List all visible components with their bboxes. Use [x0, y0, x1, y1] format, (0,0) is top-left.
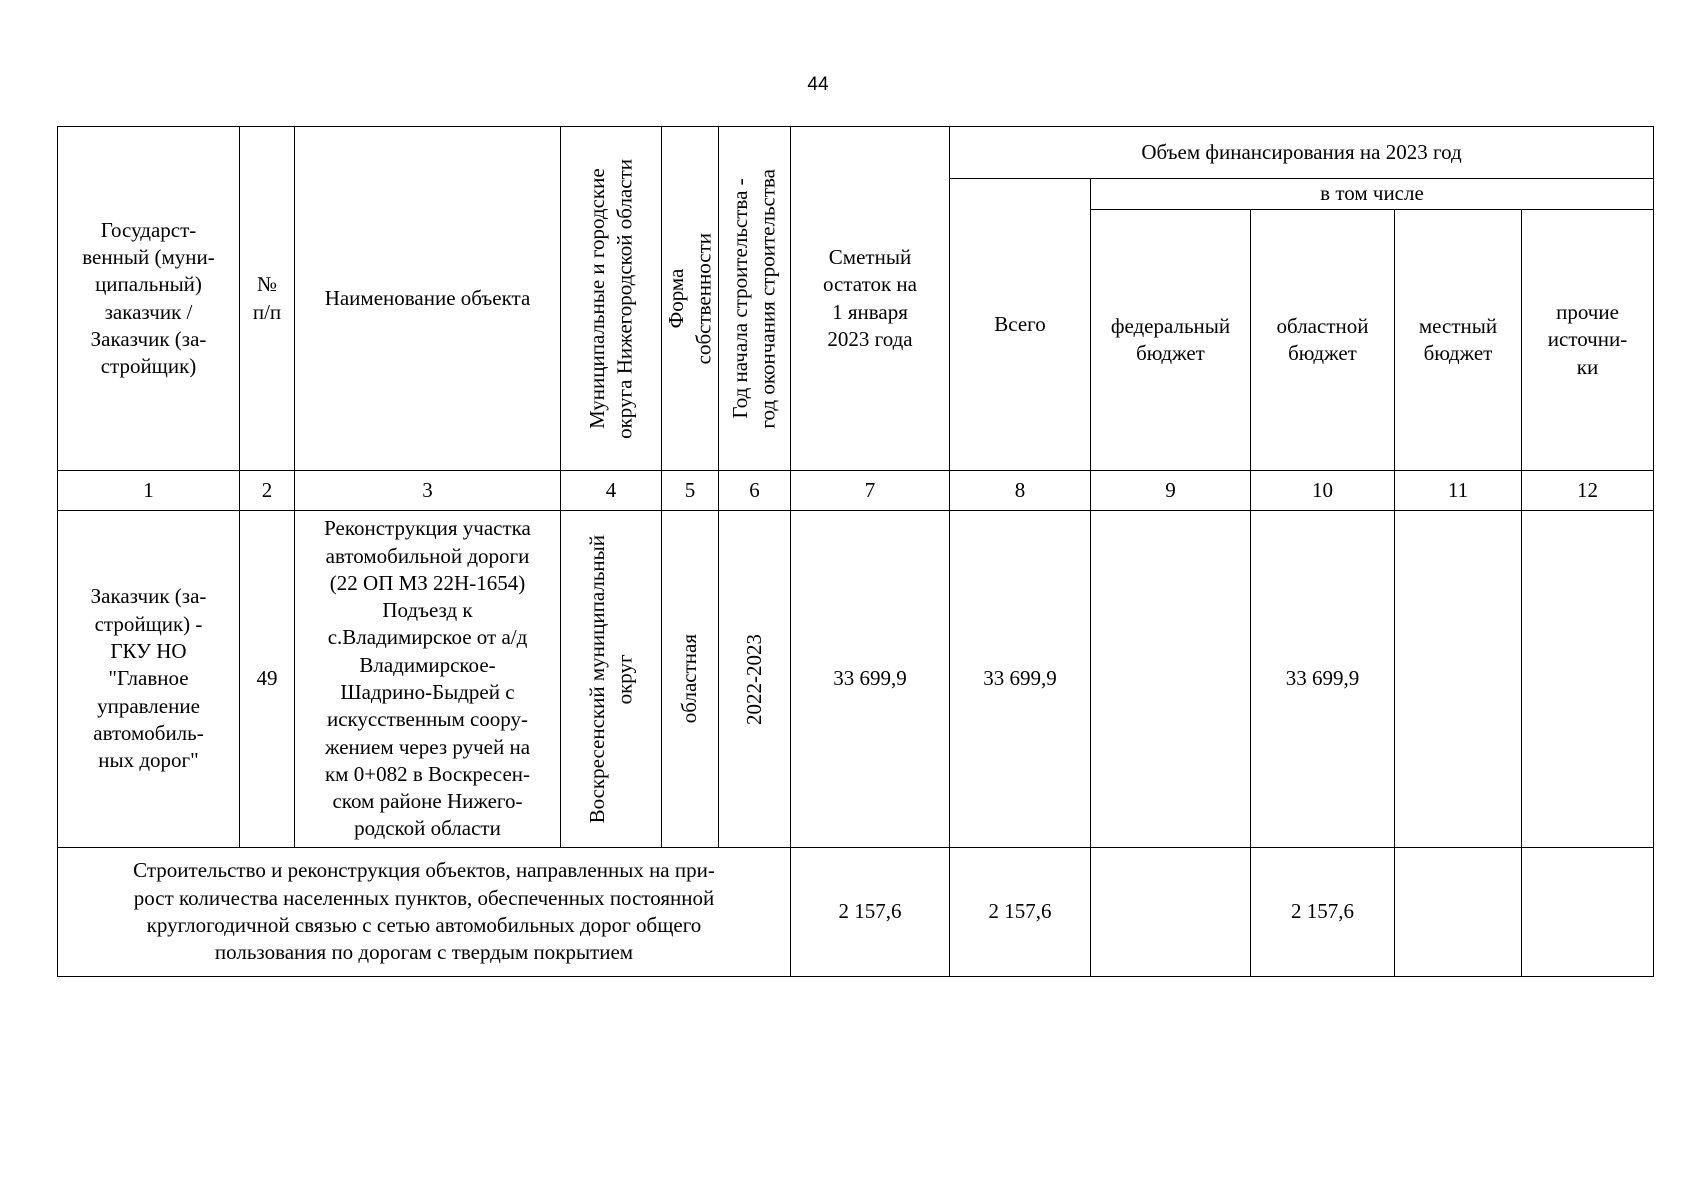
header-years: Год начала строительства - год окончания строительства [719, 127, 791, 471]
page-number: 44 [807, 74, 829, 95]
table-row [58, 511, 1654, 848]
summary-total: 2 157,6 [950, 848, 1091, 977]
header-estimate: Сметный остаток на 1 января 2023 года [791, 127, 950, 471]
column-number: 8 [950, 471, 1091, 511]
row-ownership: областная [662, 511, 719, 848]
row-estimate: 33 699,9 [791, 511, 950, 848]
header-number: № п/п [240, 127, 295, 471]
summary-row [58, 848, 1654, 977]
summary-regional: 2 157,6 [1251, 848, 1395, 977]
financing-table [57, 126, 1654, 977]
header-other: прочие источни- ки [1522, 210, 1654, 471]
row-federal [1091, 511, 1251, 848]
summary-estimate: 2 157,6 [791, 848, 950, 977]
header-ownership: Форма собственности [662, 127, 719, 471]
header-total: Всего [950, 179, 1091, 471]
header-federal: федеральный бюджет [1091, 210, 1251, 471]
row-local [1395, 511, 1522, 848]
row-district: Воскресенский муниципальный округ [561, 511, 662, 848]
column-number: 2 [240, 471, 295, 511]
column-number: 4 [561, 471, 662, 511]
header-including: в том числе [1091, 179, 1654, 210]
column-number: 9 [1091, 471, 1251, 511]
row-other [1522, 511, 1654, 848]
header-object-name: Наименование объекта [295, 127, 561, 471]
header-local: местный бюджет [1395, 210, 1522, 471]
summary-other [1522, 848, 1654, 977]
row-total: 33 699,9 [950, 511, 1091, 848]
column-number: 10 [1251, 471, 1395, 511]
column-number: 1 [58, 471, 240, 511]
column-number: 5 [662, 471, 719, 511]
header-customer: Государст- венный (муни- ципальный) заказчик / Заказчик (за- стройщик) [58, 127, 240, 471]
row-number: 49 [240, 511, 295, 848]
column-number: 11 [1395, 471, 1522, 511]
header-regional: областной бюджет [1251, 210, 1395, 471]
column-number: 12 [1522, 471, 1654, 511]
row-regional: 33 699,9 [1251, 511, 1395, 848]
summary-label: Строительство и реконструкция объектов, направленных на при- рост количества населенных пунктов, обеспеченных постоянной круглогодичной связью с сетью автомобильных дорог общего пользования по дорогам с твердым покрытием [58, 848, 791, 977]
column-number: 7 [791, 471, 950, 511]
header-financing: Объем финансирования на 2023 год [950, 127, 1654, 179]
header-districts: Муниципальные и городские округа Нижегородской области [561, 127, 662, 471]
summary-local [1395, 848, 1522, 977]
summary-federal [1091, 848, 1251, 977]
column-numbers-row [58, 471, 1654, 511]
column-number: 6 [719, 471, 791, 511]
column-number: 3 [295, 471, 561, 511]
row-customer: Заказчик (за- стройщик) - ГКУ НО "Главное управление автомобиль- ных дорог" [58, 511, 240, 848]
row-years: 2022-2023 [719, 511, 791, 848]
row-object-name: Реконструкция участка автомобильной дороги (22 ОП МЗ 22Н-1654) Подъезд к с.Владимирское от а/д Владимирское- Шадрино-Быдрей с искусственным соору- жением через ручей на км 0+082 в Воскресен- ском районе Нижего- родской области [295, 511, 561, 848]
